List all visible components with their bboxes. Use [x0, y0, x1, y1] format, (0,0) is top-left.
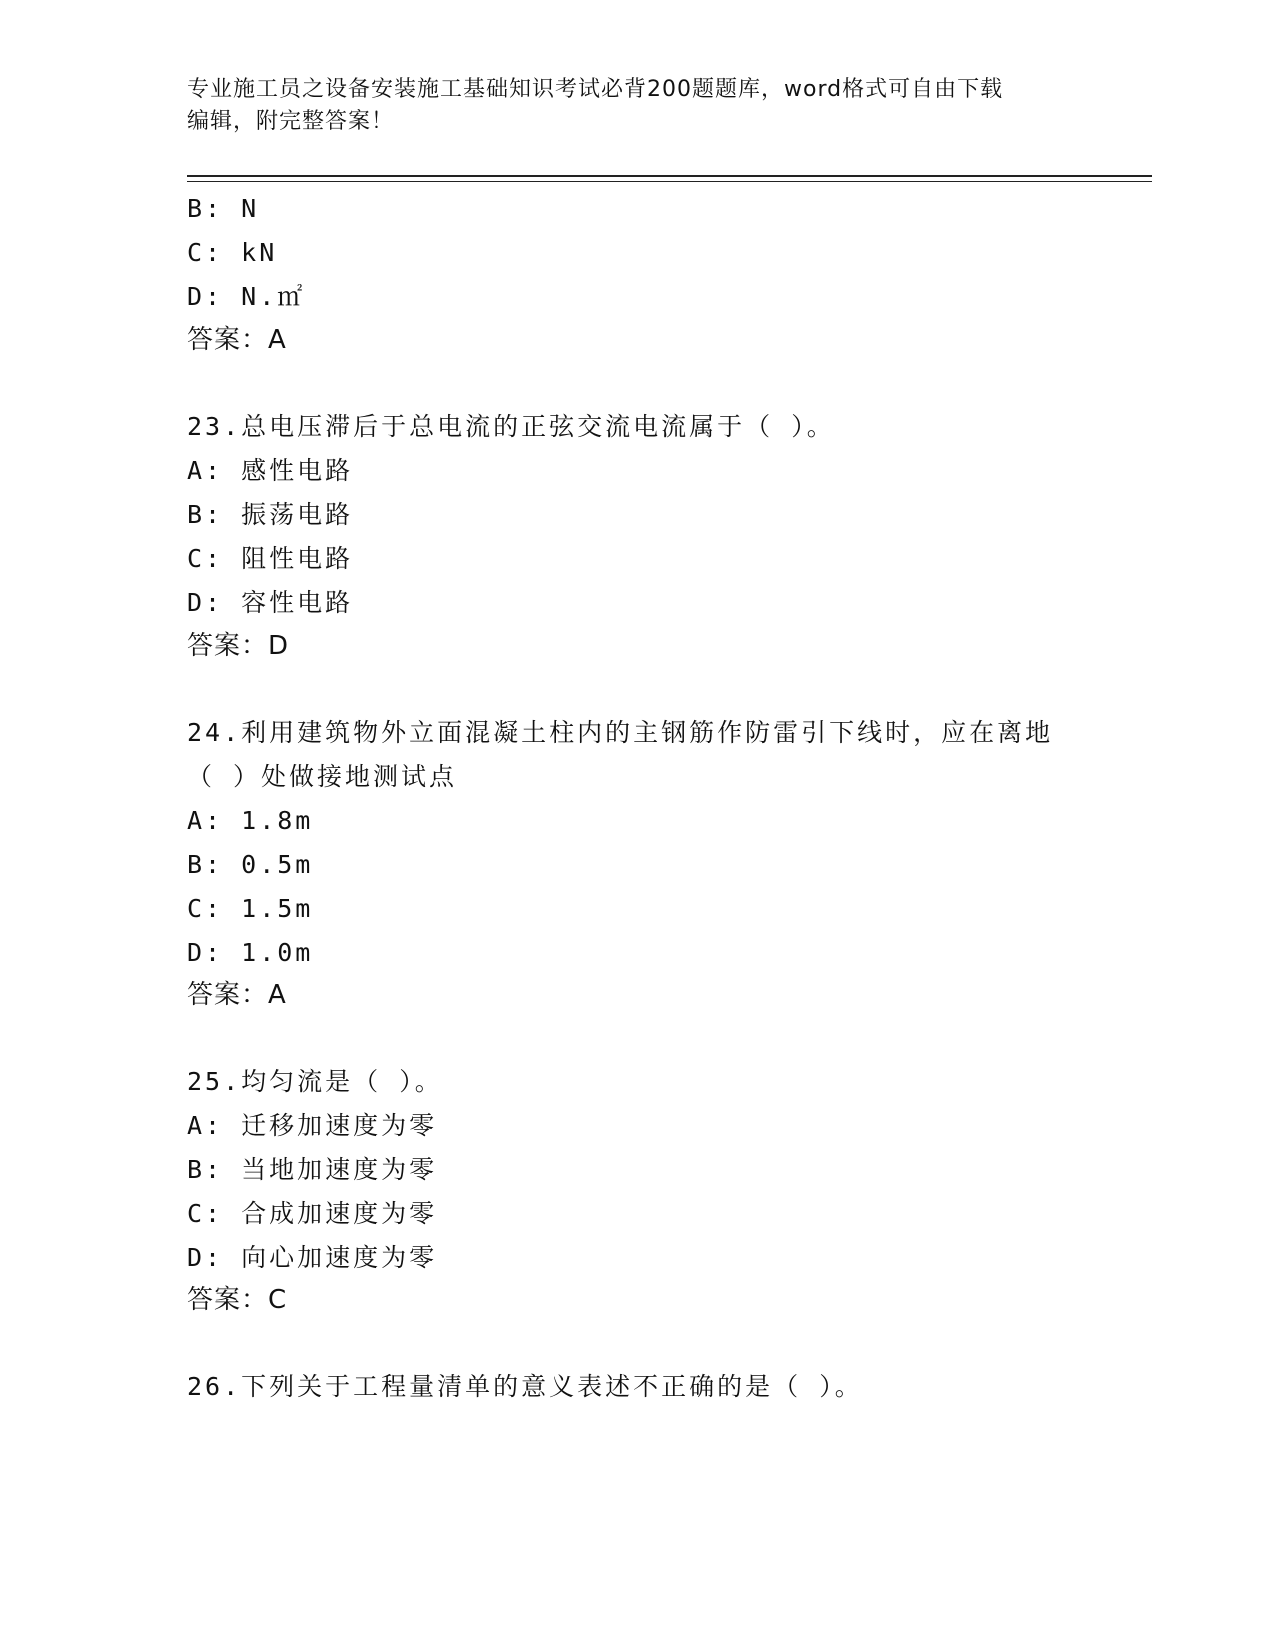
- q26-question: 26.下列关于工程量清单的意义表述不正确的是（ ）。: [187, 1372, 863, 1401]
- q24-question-line2: （ ）处做接地测试点: [187, 762, 458, 791]
- q23-option-d: D: 容性电路: [187, 588, 354, 617]
- q22-answer: 答案：A: [187, 325, 287, 355]
- document-header: [187, 74, 1087, 138]
- q24-option-b: B: 0.5m: [187, 850, 314, 879]
- q23-question: 23.总电压滞后于总电流的正弦交流电流属于（ ）。: [187, 412, 835, 441]
- q25-answer: 答案：C: [187, 1285, 288, 1315]
- q25-option-d: D: 向心加速度为零: [187, 1243, 438, 1272]
- q22-option-c: C: kN: [187, 238, 278, 267]
- q24-option-a: A: 1.8m: [187, 806, 314, 835]
- q23-option-a: A: 感性电路: [187, 456, 354, 485]
- q24-answer: 答案：A: [187, 980, 287, 1010]
- header-divider-thin: [187, 181, 1152, 182]
- header-title-line2: 编辑，附完整答案！: [187, 109, 395, 134]
- q23-answer: 答案：D: [187, 631, 290, 661]
- header-title-line1: 专业施工员之设备安装施工基础知识考试必背200题题库，word格式可自由下载: [187, 77, 1004, 102]
- q24-question-line1: 24.利用建筑物外立面混凝土柱内的主钢筋作防雷引下线时，应在离地: [187, 718, 1054, 747]
- q24-option-c: C: 1.5m: [187, 894, 314, 923]
- q23-option-c: C: 阻性电路: [187, 544, 354, 573]
- q25-option-a: A: 迁移加速度为零: [187, 1111, 438, 1140]
- q22-option-b: B: N: [187, 194, 260, 223]
- q25-option-c: C: 合成加速度为零: [187, 1199, 438, 1228]
- header-divider-thick: [187, 175, 1152, 177]
- q25-question: 25.均匀流是（ ）。: [187, 1067, 443, 1096]
- q22-option-d: D: N.㎡: [187, 282, 306, 311]
- q25-option-b: B: 当地加速度为零: [187, 1155, 438, 1184]
- q24-option-d: D: 1.0m: [187, 938, 314, 967]
- q23-option-b: B: 振荡电路: [187, 500, 354, 529]
